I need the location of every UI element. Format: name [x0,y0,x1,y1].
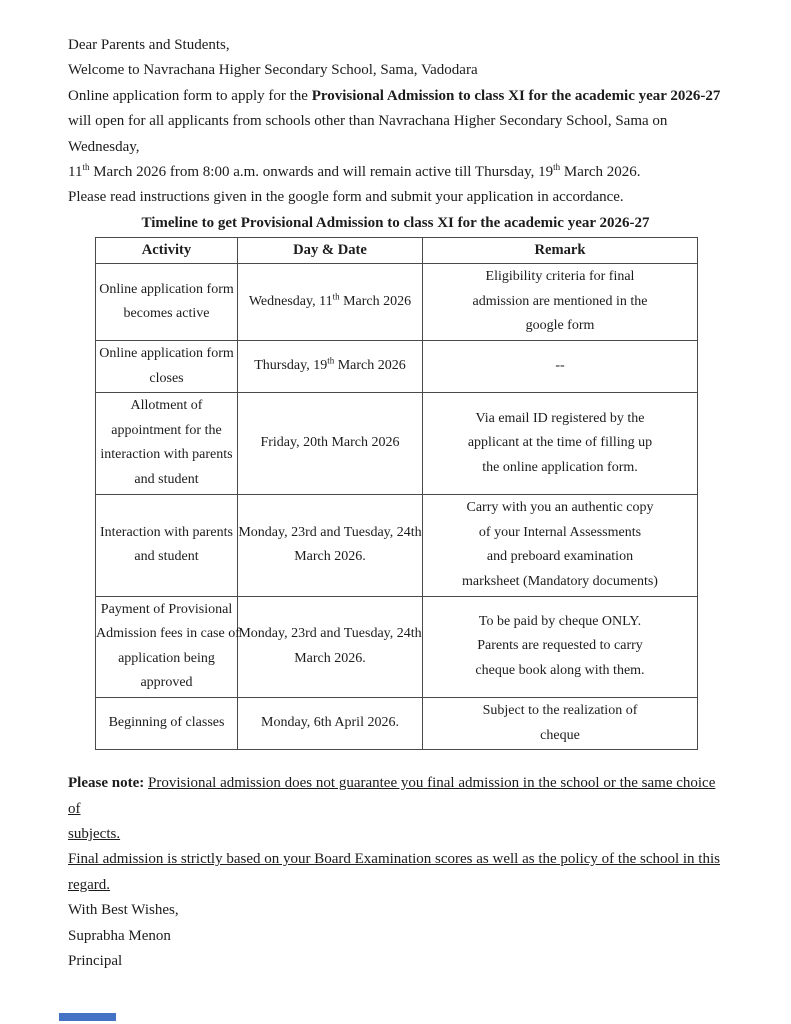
table-row [96,697,698,749]
text-segment: Please read instructions given in the google form and submit your application in accordance. [68,189,624,206]
text-segment: th [327,355,335,366]
cell-line [423,545,697,570]
text-segment: Monday, 23rd and Tuesday, 24th [238,626,422,642]
timeline-table [95,237,698,750]
text-segment: the online application form. [482,459,638,475]
text-segment: Allotment of [130,398,203,414]
text-segment: Monday, 6th April 2026. [261,715,399,731]
cell-line [96,443,237,468]
closing-line [68,924,723,949]
text-segment: and student [134,549,199,565]
text-segment: Friday, 20th March 2026 [260,435,400,451]
text-segment: Interaction with parents [100,524,233,540]
text-segment: Carry with you an authentic copy [466,499,654,515]
text-segment: March 2026 [339,293,412,309]
text-segment: th [332,291,340,302]
text-segment: Wednesday, 11 [248,293,333,309]
cell-line [423,407,697,432]
text-segment: interaction with parents [100,447,233,463]
text-segment: Beginning of classes [108,715,225,731]
text-segment: marksheet (Mandatory documents) [462,573,658,589]
table-row [96,596,698,697]
text-segment: cheque [540,727,580,743]
note-line [68,822,723,847]
cell-line [96,367,237,392]
cell-line [96,598,237,623]
cell-line [238,290,422,315]
text-segment: Eligibility criteria for final [485,269,635,285]
table-cell-remark [423,264,698,341]
cell-line [96,711,237,736]
note-block [68,771,723,898]
cell-line [423,314,697,339]
cell-line [96,394,237,419]
text-segment: Final admission is strictly based on your Board Examination scores as well as the policy of the school in this [68,851,720,868]
text-segment: regard. [68,876,111,893]
letter-line [68,135,723,160]
text-segment: and preboard examination [486,549,634,565]
text-segment: March 2026. [560,164,641,181]
table-row [96,393,698,494]
letter-line [68,185,723,210]
text-segment: appointment for the [111,422,222,438]
table-cell-remark [423,596,698,697]
text-segment: Principal [68,953,123,969]
cell-line [423,521,697,546]
text-segment: application being [118,650,215,666]
text-segment: March 2026. [294,549,366,565]
cell-line [423,634,697,659]
closing-line [68,898,723,923]
cell-line [96,647,237,672]
cell-line [238,647,422,672]
text-segment: Provisional admission does not guarantee you final admission in the school or the same choice of [68,775,716,817]
cell-line [96,521,237,546]
cell-line [96,302,237,327]
text-segment: and student [134,472,199,487]
text-segment: March 2026. [294,650,366,666]
cell-line [238,545,422,570]
table-header-row [96,238,698,264]
text-segment: th [553,162,561,173]
text-segment: Admission fees in case of [96,626,240,642]
table-cell-remark [423,697,698,749]
table-cell-remark [423,494,698,596]
cell-line [96,278,237,303]
cell-line [423,354,697,379]
text-segment: Please note: [68,775,148,792]
table-cell-activity [96,596,238,697]
text-segment: Via email ID registered by the [475,410,645,426]
letter-line [68,84,723,109]
table-cell-day-date [238,494,423,596]
text-segment: google form [525,318,595,334]
cell-line [96,419,237,444]
table-row [96,494,698,596]
table-cell-day-date [238,596,423,697]
text-segment: Provisional Admission to class XI for the academic year 2026-27 [311,87,721,104]
text-segment: closes [149,370,184,386]
note-line [68,771,723,822]
text-segment: Wednesday, [68,138,140,155]
cell-line [423,659,697,684]
text-segment: March 2026 [334,358,406,374]
text-segment: 11 [68,164,83,181]
column-header-day-date: Day & Date [238,238,423,264]
text-segment: Dear Parents and Students, [68,37,230,53]
cell-line [96,671,237,696]
cell-line [238,431,422,456]
text-segment: cheque book along with them. [475,663,645,679]
text-segment: th [82,162,90,173]
table-cell-activity [96,494,238,596]
cell-line [423,724,697,749]
cell-line [96,342,237,367]
table-cell-day-date [238,341,423,393]
text-segment: -- [555,358,565,374]
table-cell-day-date [238,393,423,494]
table-row [96,341,698,393]
text-segment: of your Internal Assessments [478,524,642,540]
table-cell-activity [96,393,238,494]
letter-line [68,33,723,58]
cell-line [238,521,422,546]
text-segment: Payment of Provisional [100,601,233,617]
table-cell-day-date [238,697,423,749]
table-cell-day-date [238,264,423,341]
cell-line [238,622,422,647]
closing-line [68,949,723,974]
text-segment: Online application form [99,281,234,297]
text-segment: becomes active [123,306,210,322]
table-cell-remark [423,393,698,494]
text-segment: Thursday, 19 [254,358,328,374]
column-header-activity: Activity [96,238,238,264]
text-segment: March 2026 from 8:00 a.m. onwards and will remain active till Thursday, 19 [89,164,554,181]
text-segment: With Best Wishes, [68,902,179,919]
cell-line [423,610,697,635]
table-cell-activity [96,697,238,749]
cell-line [423,431,697,456]
cell-line [423,496,697,521]
cell-line [238,354,422,379]
text-segment: Parents are requested to carry [477,638,643,654]
note-line [68,873,723,898]
letter-line [68,109,723,134]
table-title: Timeline to get Provisional Admission to class XI for the academic year 2026-27 [141,214,650,231]
letter-line [68,160,723,185]
letter-line [68,58,723,83]
text-segment: Online application form to apply for the [68,87,312,104]
table-cell-activity [96,341,238,393]
footer-blue-bar [59,1013,116,1021]
text-segment: Suprabha Menon [68,927,171,944]
text-segment: Monday, 23rd and Tuesday, 24th [238,524,422,540]
cell-line [423,456,697,481]
cell-line [96,545,237,570]
text-segment: Welcome to Navrachana Higher Secondary School, Sama, Vadodara [68,62,478,79]
closing-block [68,898,723,974]
cell-line [96,468,237,493]
cell-line [423,570,697,595]
cell-line [96,622,240,647]
text-segment: Subject to the realization of [482,702,638,718]
text-segment: To be paid by cheque ONLY. [478,613,642,629]
cell-line [423,290,697,315]
cell-line [423,699,697,724]
cell-line [238,711,422,736]
text-segment: applicant at the time of filling up [467,435,653,451]
table-cell-activity [96,264,238,341]
text-segment: approved [140,675,193,691]
table-cell-remark [423,341,698,393]
text-segment: admission are mentioned in the [472,293,648,309]
text-segment: will open for all applicants from schools other than Navrachana Higher Secondary School, Sama on [68,113,668,130]
table-row [96,264,698,341]
column-header-remark: Remark [423,238,698,264]
text-segment: Online application form [99,346,234,362]
cell-line [423,265,697,290]
letter-intro [68,33,723,211]
note-line [68,847,723,872]
text-segment: subjects. [68,825,121,842]
